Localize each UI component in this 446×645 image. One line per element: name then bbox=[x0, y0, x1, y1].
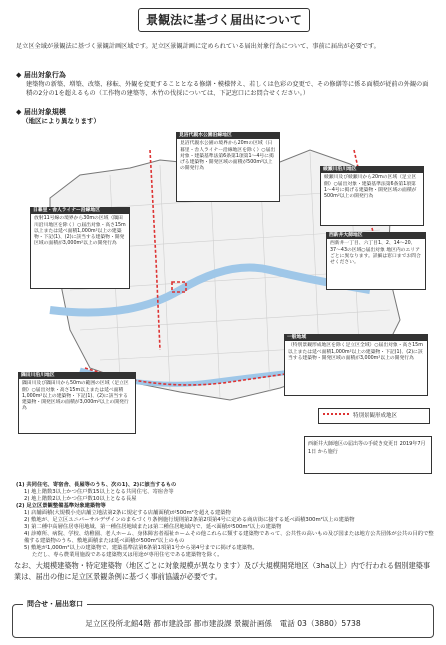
section-subheading-scale: （地区により異なります） bbox=[22, 117, 100, 125]
contact-label: 問合せ・届出窓口 bbox=[23, 599, 87, 609]
intro-text: 足立区全域が景観法に基づく景観計画区域です。足立区景観計画に定められている届出対象行為について、事前に届出が必要です。 bbox=[16, 43, 380, 50]
callout-nishiarai: 西新井大師地区 西新井一丁目、六丁目1、2、14〜20、37〜43の区域○届出対象 地区内のエリアごとに異なります。詳細は窓口までお問合せください。 bbox=[326, 232, 426, 290]
date-notice: 西新井大師地区の届出等の手続き変更日 2019年7月1日 から施行 bbox=[304, 436, 432, 474]
list-item: 4) 診療所、病院、学校、幼稚園、老人ホーム、身体障害者福祉ホームその他これらに類する建築物であって、公共性の高いもの及び国または地方公共団体が公共の目的で整備する建築物のうち、敷地面積または延べ面積が500m²以上のもの bbox=[24, 531, 434, 544]
page-title: 景観法に基づく届出について bbox=[138, 8, 310, 32]
callout-toneri: 日暮里・舎人ライナー沿線地区 放射11号線の境界から30mの区域（隅田川沿川地区を除く）○届出対象・高さ15m以上または延べ面積1,000m²以上の建築物・下記(1)、(2)に該当する建築物・開発区域の面積が3,000m²以上の開発行為 bbox=[30, 207, 130, 289]
section-body-acts: 建築物の新築、増築、改築、移転、外観を変更することとなる修繕・模様替え、若しくは色彩の変更で、その修繕等に係る面積が従前の外観の面積の2分の1を超えるもの（工作物の建築等、木竹の伐採については、下記窓口にお問合せください。） bbox=[26, 81, 429, 97]
map-legend: 特別景観形成地区 bbox=[318, 408, 430, 424]
note-text: なお、大規模建築物・特定建築物（地区ごとに対象規模が異なります）及び大規模開発地区（3ha以上）内で行われる個別建築事業は、届出の他に足立区景観条例に基づく事前協議が必要です。 bbox=[14, 561, 431, 581]
list-item: 3) 第二種中高層住居専用地域、第一種住居地域または第二種住居地域内で、延べ面積が500m²以上の建築物 bbox=[24, 524, 282, 530]
legend-line-swatch bbox=[323, 413, 349, 418]
list-item: (1) 共同住宅、寄宿舎、長屋等のうち、次の1)、2)に該当するもの bbox=[16, 482, 177, 488]
callout-minumadai: 見沼代親水公園沿線地区 見沼代親水公園の境界から20mの区域（日暮里・舎人ライナー沿線地区を除く）○届出対象・建築基準法第6条第1項第1〜4号に掲げる建築物・開発区域の面積が500m²以上の開発行為 bbox=[176, 132, 280, 202]
list-item: 1) 店舗面積(大規模小売店舗立地法第2条に規定する店舗面積)が500m²を超える建築物 bbox=[24, 510, 231, 516]
list-item: 2) 地上階数2以上かつ住戸数10以上となる長屋 bbox=[24, 496, 137, 502]
callout-ippan: 一般地域 （特別景観形成地区を除く足立区全域）○届出対象・高さ15m以上または延べ面積1,000m²以上の建築物・下記(1)、(2)に該当する建築物・開発区域の面積が3,000m²以上の開発行為 bbox=[284, 334, 428, 396]
callout-sumidagawa: 隅田川沿川地区 隅田川及び隅田川から50mの範囲の区域（足立区側）○届出対象・高さ15m以上または延べ面積1,000m²以上の建築物・下記(1)、(2)に該当する建築物・開発区域の面積が3,000m²以上の開発行為 bbox=[18, 372, 136, 434]
list-item: 5) 敷地が1,000m²以上の建築物で、建築基準法第6条第1項第1号から第4号までに掲げる建築物。 bbox=[24, 545, 258, 551]
criteria-list bbox=[16, 482, 436, 559]
list-item: 2) 敷地が、足立区ユニバーサルデザインのまちづくり条例施行規則第2条第2項第4号に定める商店街に接する延べ面積300m²以上の建築物 bbox=[24, 517, 355, 523]
section-heading-scale: ◆ 届出対象規模 bbox=[16, 108, 66, 116]
list-item: (2) 足立区景観整備基準対象建築物等 bbox=[16, 503, 106, 509]
section-heading-acts: ◆ 届出対象行為 bbox=[16, 71, 66, 79]
contact-text: 足立区役所北館4階 都市建設部 都市建設課 景観計画係 電話 03（3880）5738 bbox=[85, 619, 361, 628]
list-item: 1) 地上階数3以上かつ住戸数15以上となる共同住宅、寄宿舎等 bbox=[24, 489, 174, 495]
list-item: ただし、専ら農業用施設である建築物又は用途が専用住宅である建築物を除く。 bbox=[32, 552, 223, 558]
contact-box bbox=[12, 600, 434, 638]
callout-ayasegawa: 綾瀬川沿川地区 綾瀬川及び綾瀬川から20mの区域（足立区側）○届出対象・建築基準法第6条第1項第1〜4号に掲げる建築物・開発区域の面積が500m²以上の開発行為 bbox=[320, 166, 424, 226]
